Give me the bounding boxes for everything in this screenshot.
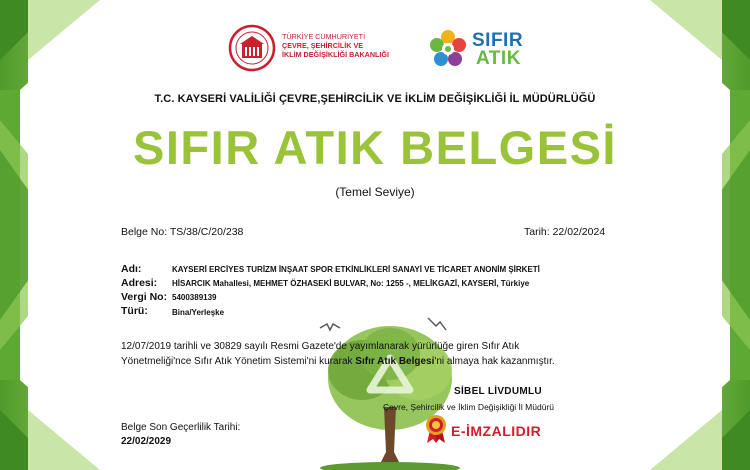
logo-word-atik: ATIK <box>476 48 521 69</box>
ministry-emblem-icon <box>228 24 276 72</box>
certificate-title: SIFIR ATIK BELGESİ <box>133 121 617 174</box>
recycling-tree-illustration <box>300 312 480 470</box>
field-name-value: KAYSERİ ERCİYES TURİZM İNŞAAT SPOR ETKİNLİKLERİ SANAYİ VE TİCARET ANONİM ŞİRKETİ <box>172 265 540 274</box>
statement-certificate-name: Sıfır Atık Belgesi <box>355 356 435 367</box>
issue-date: Tarih: 22/02/2024 <box>524 226 606 238</box>
ministry-line-1: TÜRKİYE CUMHURİYETİ <box>282 32 366 41</box>
validity-date: 22/02/2029 <box>121 436 172 447</box>
field-address-label: Adresi: <box>121 277 158 289</box>
statement-line-2-end: 'ni almaya hak kazanmıştır. <box>434 356 555 367</box>
statement-line-1: 12/07/2019 tarihli ve 30829 sayılı Resmi Gazete'de yayımlanarak yürürlüğe giren Sıfır Atık <box>121 341 520 352</box>
field-type-value: Bina/Yerleşke <box>172 308 225 317</box>
certificate-level: (Temel Seviye) <box>335 185 415 199</box>
ministry-name <box>282 32 412 59</box>
validity-label: Belge Son Geçerlilik Tarihi: <box>121 422 241 433</box>
certificate-number: Belge No: TS/38/C/20/238 <box>121 226 244 238</box>
ministry-line-2: ÇEVRE, ŞEHİRCİLİK VE <box>282 41 364 50</box>
field-type-label: Türü: <box>121 305 148 317</box>
directorate-title: T.C. KAYSERİ VALİLİĞİ ÇEVRE,ŞEHİRCİLİK VE İKLİM DEĞİŞİKLİĞİ İL MÜDÜRLÜĞÜ <box>154 93 596 105</box>
logo-word-sifir: SIFIR <box>472 30 524 51</box>
field-tax-label: Vergi No: <box>121 291 168 303</box>
statement-line-2-start: Yönetmeliği'nce Sıfır Atık Yönetim Sistemi'ni kurarak <box>121 356 356 367</box>
e-signed-label: E-İMZALIDIR <box>451 423 542 439</box>
seal-ribbon-icon <box>424 414 448 444</box>
signatory-title: Çevre, Şehircilik ve İklim Değişikliği İl Müdürü <box>383 402 554 412</box>
statement-line-2 <box>121 354 555 369</box>
signatory-name: SİBEL LİVDUMLU <box>454 386 542 397</box>
zero-waste-flower-icon <box>428 28 468 70</box>
field-tax-value: 5400389139 <box>172 293 217 302</box>
field-address-value: HİSARCIK Mahallesi, MEHMET ÖZHASEKİ BULVAR, No: 1255 -, MELİKGAZİ, KAYSERİ, Türkiye <box>172 279 530 288</box>
field-name-label: Adı: <box>121 263 142 275</box>
ministry-line-3: İKLİM DEĞİŞİKLİĞİ BAKANLIĞI <box>282 50 390 59</box>
